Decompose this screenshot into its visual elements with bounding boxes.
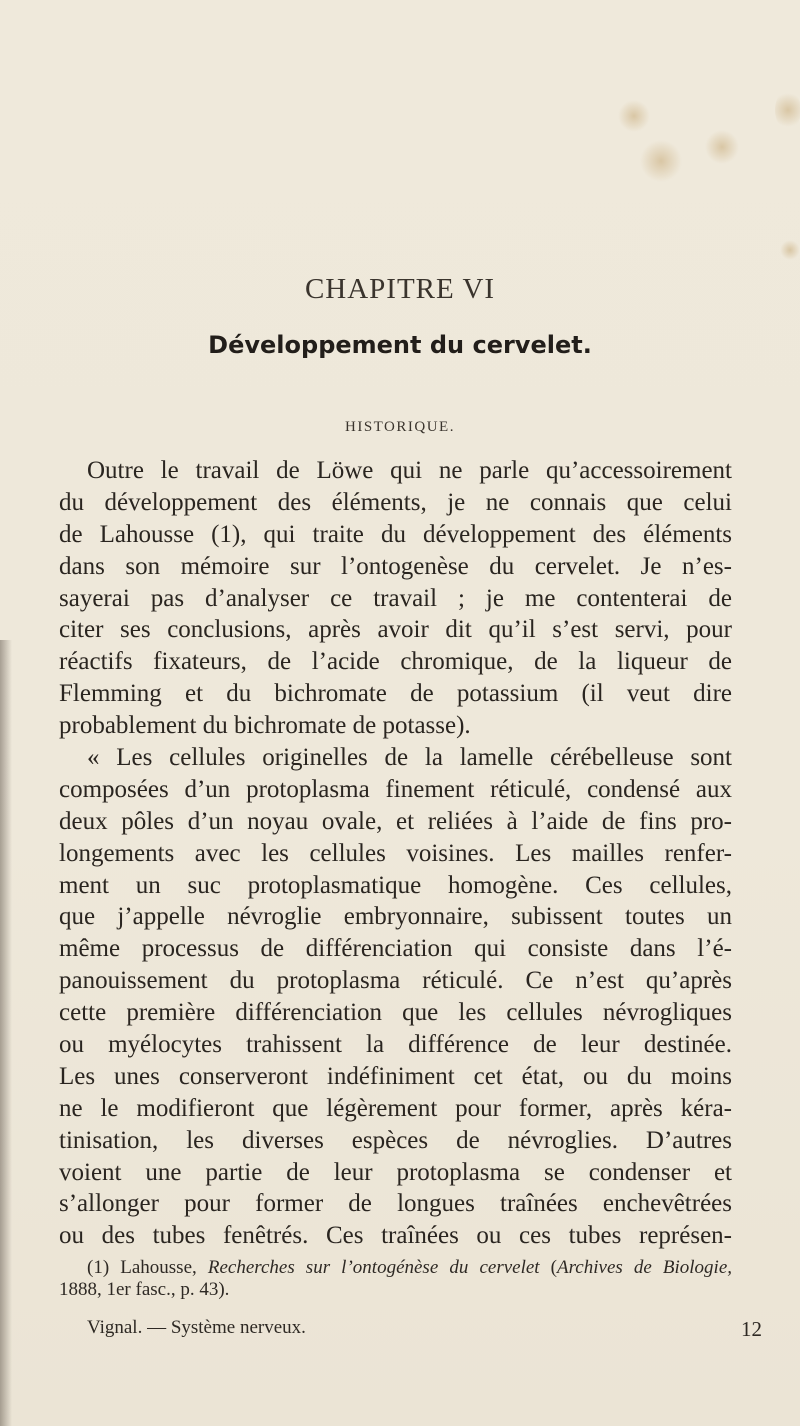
paper-stain-4 [775, 90, 800, 130]
footnote-author: Lahousse, [120, 1257, 197, 1278]
body-text [59, 455, 732, 1252]
footnote-title: Recherches sur l’ontogénèse du cervelet [207, 1257, 540, 1278]
text-line: s’allonger pour former de longues traînées enchevêtrées [59, 1190, 732, 1218]
text-line: deux pôles d’un noyau ovale, et reliées à l’aide de fins pro- [59, 807, 732, 835]
text-line: probablement du bichromate de potasse). [59, 712, 471, 740]
section-heading: HISTORIQUE. [345, 419, 455, 435]
chapter-title: Développement du cervelet. [208, 331, 592, 359]
text-line: même processus de différenciation qui consiste dans l’é- [59, 935, 732, 963]
text-line: que j’appelle névroglie embryonnaire, subissent toutes un [59, 903, 732, 931]
footnote-marker: (1) [87, 1257, 110, 1278]
text-line: dans son mémoire sur l’ontogenèse du cervelet. Je n’es- [59, 552, 732, 580]
text-line: voient une partie de leur protoplasma se condenser et [59, 1158, 732, 1186]
chapter-heading: CHAPITRE VI [304, 273, 496, 305]
text-line: longements avec les cellules voisines. Les mailles renfer- [59, 839, 732, 867]
text-line: Flemming et du bichromate de potassium (il veut dire [59, 680, 732, 708]
paper-stain-2 [705, 130, 739, 164]
text-line: ou myélocytes trahissent la différence de leur destinée. [59, 1031, 732, 1059]
paper-stain-1 [618, 100, 650, 132]
text-line: citer ses conclusions, après avoir dit qu’il s’est servi, pour [59, 616, 732, 644]
text-line: « Les cellules originelles de la lamelle cérébelleuse sont [87, 744, 732, 772]
text-line: ou des tubes fenêtrés. Ces traînées ou ces tubes représen- [59, 1222, 732, 1250]
text-line: panouissement du protoplasma réticulé. Ce n’est qu’après [59, 967, 732, 995]
footnote-source-open: ( [550, 1257, 557, 1278]
footnote-source: Archives de Biologie, [557, 1257, 733, 1278]
text-line: du développement des éléments, je ne connais que celui [59, 488, 732, 516]
text-line: composées d’un protoplasma finement réticulé, condensé aux [59, 775, 732, 803]
page-edge-shadow [0, 640, 12, 1426]
footnote [59, 1257, 732, 1301]
running-footer: Vignal. — Système nerveux. [87, 1317, 306, 1338]
footnote-line-1 [59, 1257, 732, 1279]
text-line: ne le modifieront que légèrement pour former, après kéra- [59, 1094, 732, 1122]
text-line: sayerai pas d’analyser ce travail ; je me contenterai de [59, 584, 732, 612]
text-line: tinisation, les diverses espèces de névroglies. D’autres [59, 1126, 732, 1154]
text-line: de Lahousse (1), qui traite du développement des éléments [59, 520, 732, 548]
paper-stain-5 [780, 240, 800, 260]
footnote-line-2: 1888, 1er fasc., p. 43). [59, 1279, 230, 1300]
paper-stain-3 [640, 140, 682, 182]
page-number: 12 [741, 1317, 762, 1341]
text-line: Les unes conserveront indéfiniment cet état, ou du moins [59, 1062, 732, 1090]
page-footer [87, 1317, 762, 1339]
text-line: Outre le travail de Löwe qui ne parle qu’accessoirement [87, 457, 732, 484]
text-line: réactifs fixateurs, de l’acide chromique, de la liqueur de [59, 648, 732, 676]
text-line: ment un suc protoplasmatique homogène. Ces cellules, [59, 871, 732, 899]
text-line: cette première différenciation que les cellules névrogliques [59, 999, 732, 1027]
